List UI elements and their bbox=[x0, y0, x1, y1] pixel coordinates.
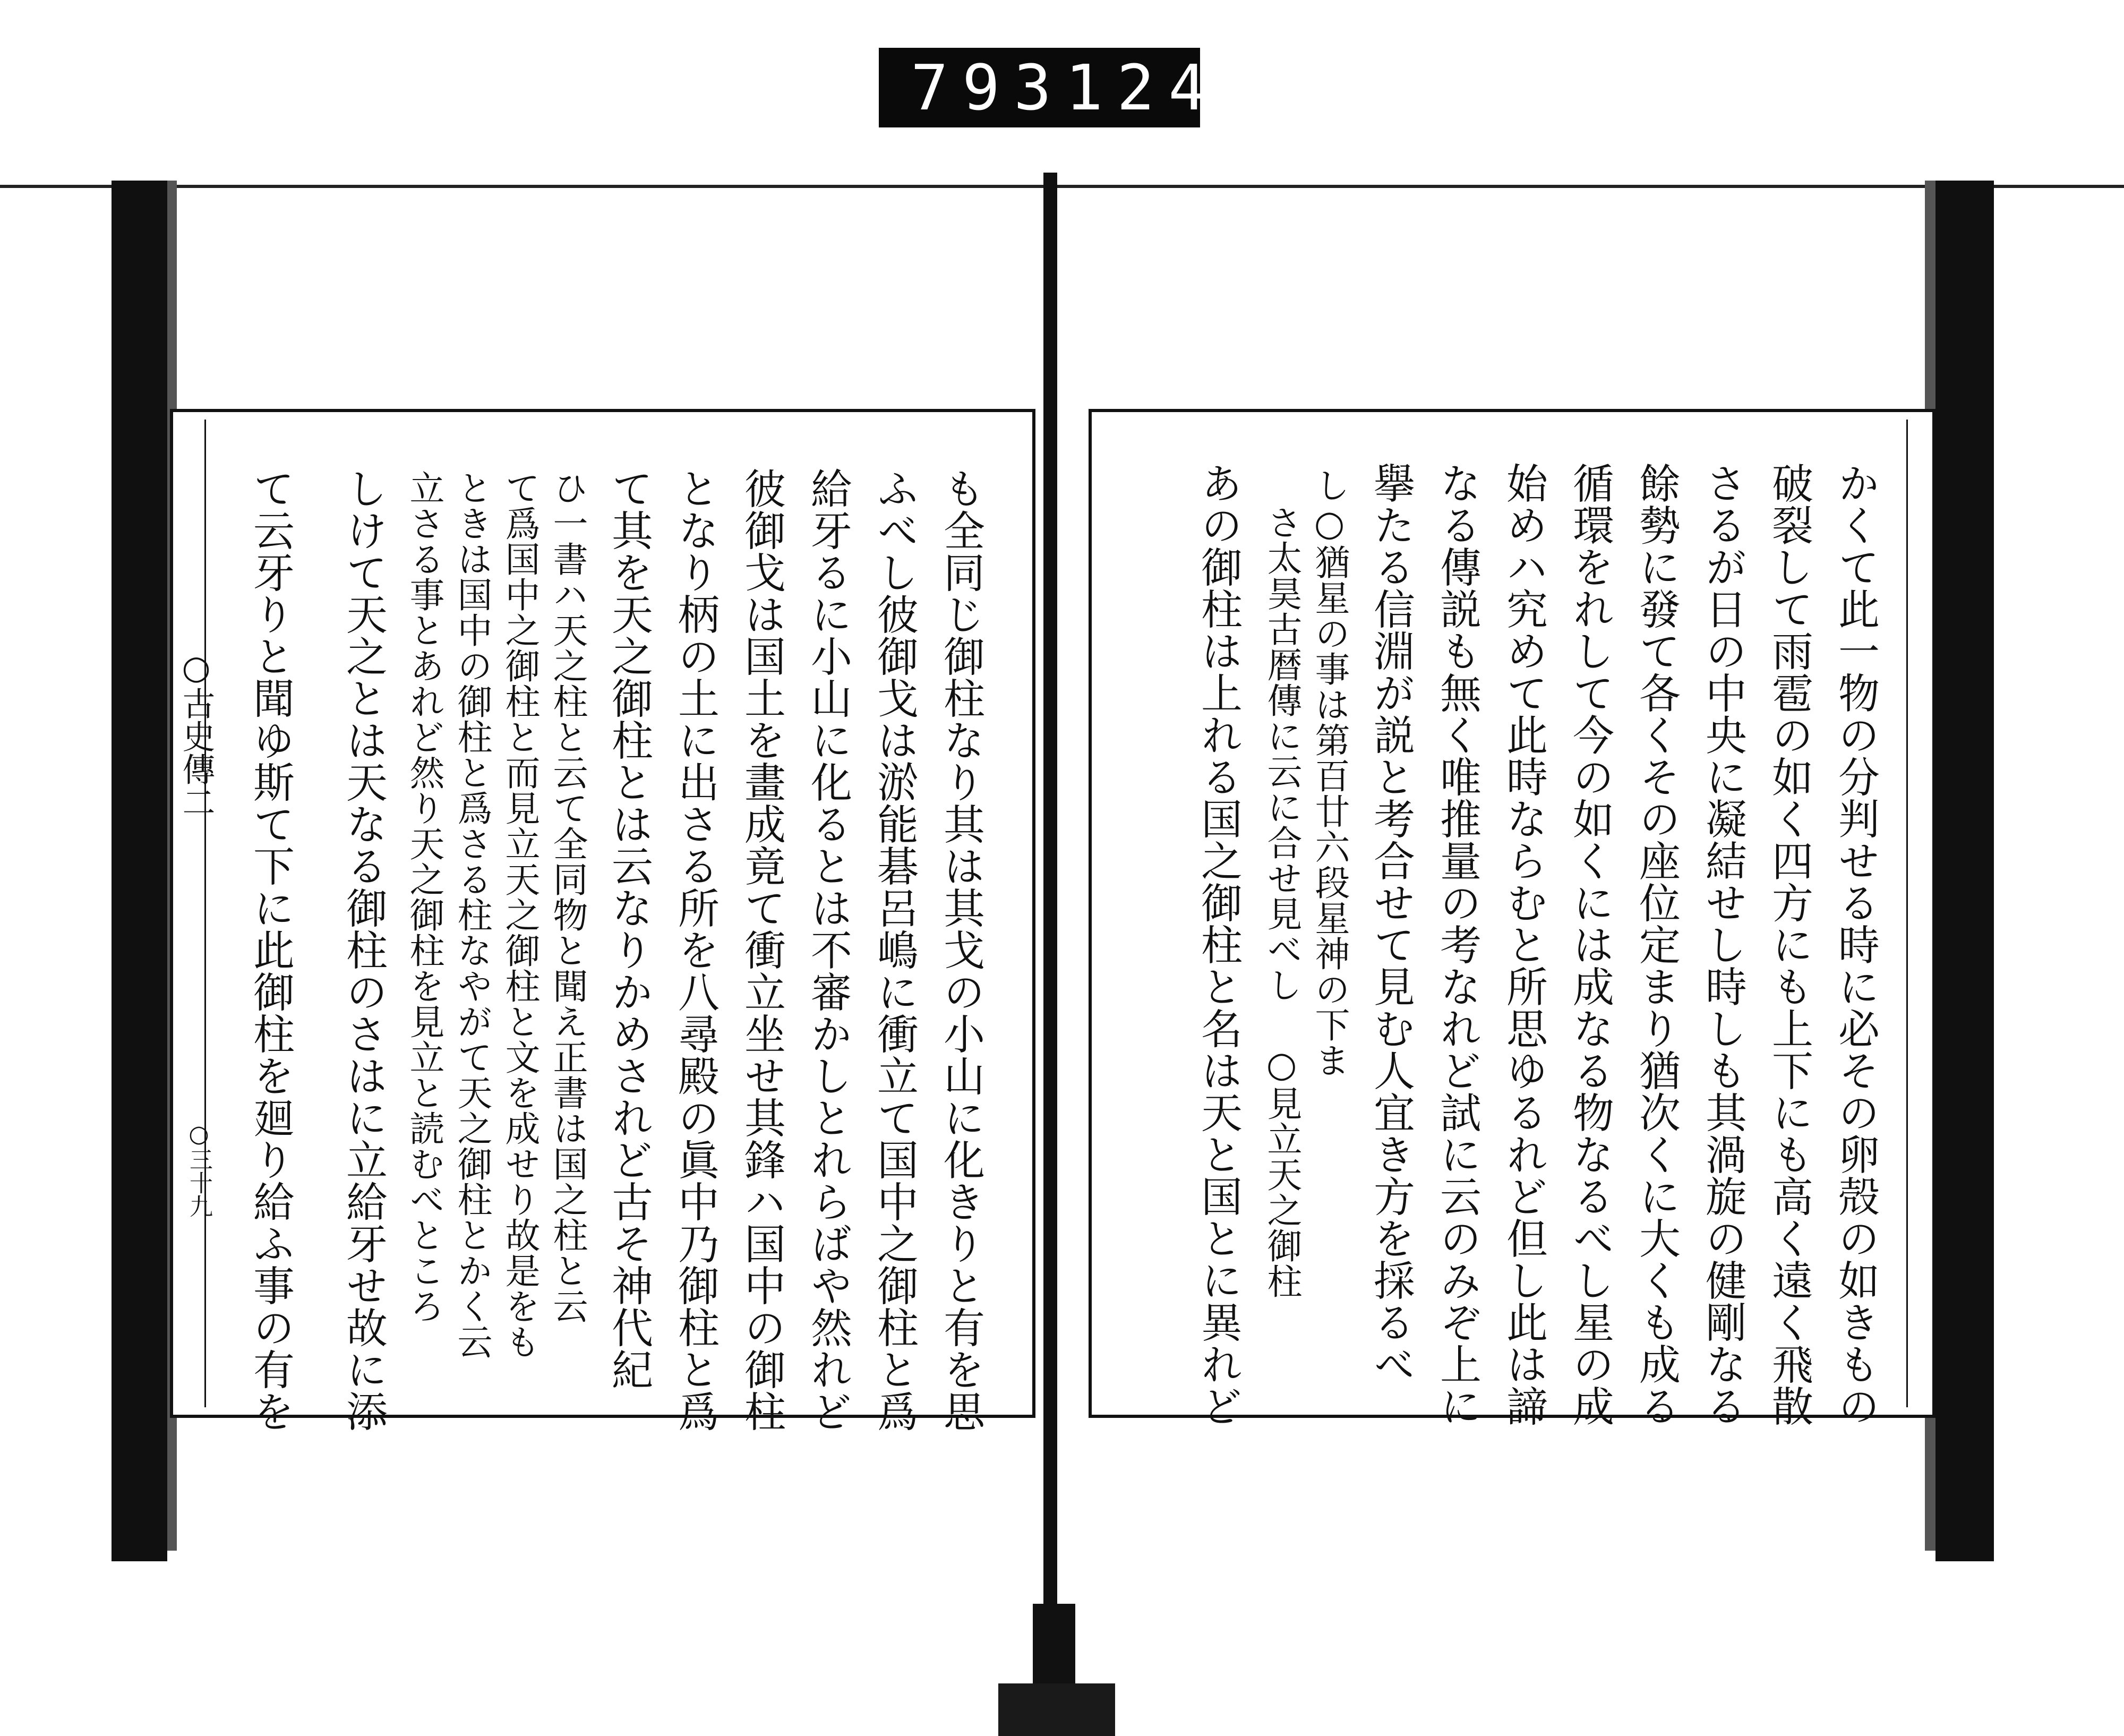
running-head: ○古史傳二 bbox=[177, 648, 216, 818]
left-line-3: 給牙るに小山に化るとは不審かしとれらばや然れど bbox=[804, 467, 852, 1432]
left-line-11: しけて天之とは天なる御柱のさはに立給牙せ故に添 bbox=[339, 467, 387, 1432]
left-line-9: ときは国中の御柱と爲さる柱なやがて天之御柱とかく云 bbox=[451, 470, 492, 1359]
right-line-5: 循環をれして今の如くには成なる物なるべし星の成 bbox=[1566, 462, 1614, 1427]
right-line-6: 始めハ究めて此時ならむと所思ゆるれど但し此は諦 bbox=[1500, 462, 1547, 1427]
left-inner-rule bbox=[204, 420, 206, 1407]
right-line-2: 破裂して雨雹の如く四方にも上下にも高く遠く飛散 bbox=[1765, 462, 1813, 1427]
page-number-label bbox=[879, 48, 1220, 127]
left-spine bbox=[112, 181, 167, 1561]
right-line-10: さ太昊古暦傳に云に合せ見べし ○見立天之御柱 bbox=[1261, 504, 1302, 1299]
right-inner-rule bbox=[1906, 420, 1908, 1407]
left-line-5: となり柄の土に出さる所を八尋殿の眞中乃御柱と爲 bbox=[671, 467, 719, 1432]
left-line-4: 彼御戈は国土を畫成竟て衝立坐せ其鋒ハ国中の御柱 bbox=[738, 467, 785, 1432]
left-line-6: て其を天之御柱とは云なりかめされど古そ神代紀 bbox=[605, 467, 653, 1390]
center-gutter bbox=[1043, 173, 1057, 1617]
left-line-12: て云牙りと聞ゆ斯て下に此御柱を廻り給ふ事の有を bbox=[246, 467, 294, 1432]
label-left-number: 793 bbox=[911, 51, 1066, 124]
left-line-10: 立さる事とあれど然り天之御柱を見立と読むべところ bbox=[404, 470, 444, 1324]
left-line-1: も全同じ御柱なり其は其戈の小山に化きりと有を思 bbox=[937, 467, 984, 1432]
right-line-1: かくて此一物の分判せる時に必その卵殻の如きもの bbox=[1831, 462, 1879, 1427]
book-top-rule bbox=[0, 185, 2124, 188]
right-line-7: なる傳説も無く唯推量の考なれど試に云のみぞ上に bbox=[1433, 462, 1481, 1427]
bottom-foot bbox=[998, 1683, 1115, 1736]
left-line-2: ふべし彼御戈は淤能碁呂嶋に衝立て国中之御柱と爲 bbox=[870, 467, 918, 1432]
left-line-7: ひ一書ハ天之柱と云て全同物と聞え正書は国之柱と云 bbox=[547, 470, 588, 1324]
label-right-number: 124 bbox=[1065, 51, 1220, 124]
right-spine bbox=[1935, 181, 1994, 1561]
right-line-11: あの御柱は上れる国之御柱と名は天と国とに異れど bbox=[1194, 462, 1242, 1427]
right-line-3: さるが日の中央に凝結せし時しも其渦旋の健剛なる bbox=[1699, 462, 1746, 1427]
left-line-8: て爲国中之御柱と而見立天之御柱と文を成せり故是をも bbox=[499, 470, 540, 1359]
right-line-4: 餘勢に發て各くその座位定まり猶次くに大くも成る bbox=[1632, 462, 1680, 1427]
right-line-9: し○猶星の事は第百廿六段星神の下ま bbox=[1309, 467, 1350, 1078]
right-line-8: 擧たる信淵が説と考合せて見む人宜き方を採るべ bbox=[1367, 462, 1415, 1385]
folio: ○三十九 bbox=[185, 1121, 212, 1218]
